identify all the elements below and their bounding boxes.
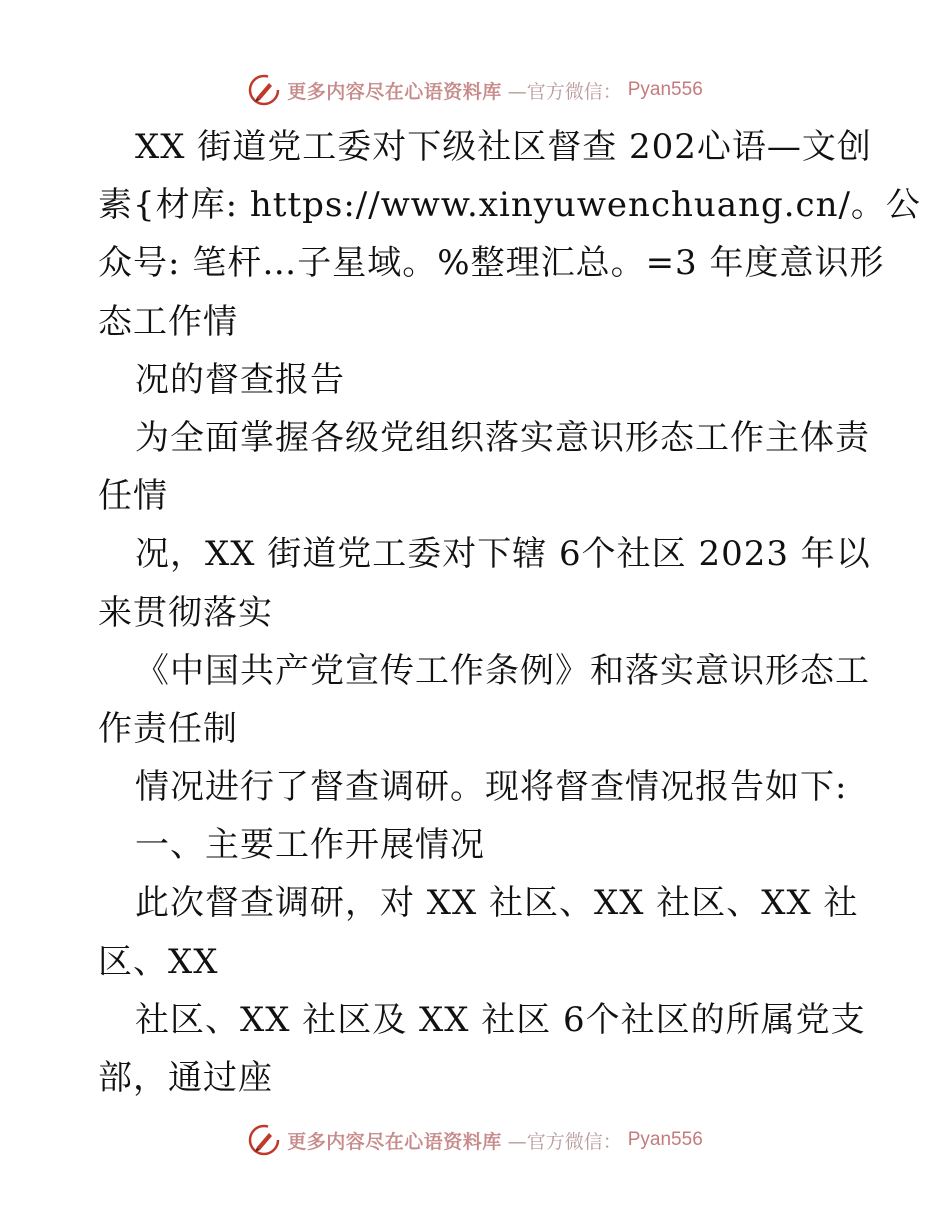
- document-line: 素{材库: https://www.xinyuwenchuang.cn/。公: [98, 185, 921, 226]
- document-line: 任情: [98, 476, 168, 517]
- document-line: 区、XX: [98, 941, 219, 982]
- document-line: 态工作情: [98, 301, 238, 342]
- watermark-main-text: 更多内容尽在心语资料库: [287, 1130, 502, 1153]
- document-line: XX 街道党工委对下级社区督查 202心语—文创: [135, 127, 872, 167]
- watermark-banner-bottom: [0, 1120, 950, 1160]
- pen-logo-icon: [247, 1123, 281, 1157]
- pen-logo-icon: [247, 73, 281, 107]
- watermark-wechat-id: Pyan556: [627, 79, 703, 100]
- watermark-separator-text: —官方微信：: [507, 1130, 622, 1153]
- document-line: 况，XX 街道党工委对下辖 6个社区 2023 年以: [135, 534, 871, 575]
- document-line: 社区、XX 社区及 XX 社区 6个社区的所属党支: [135, 999, 866, 1040]
- watermark-wechat-id: Pyan556: [627, 1129, 703, 1150]
- watermark-banner-top: [0, 70, 950, 110]
- document-line: 况的督查报告: [135, 359, 345, 400]
- document-line: 一、主要工作开展情况: [135, 825, 485, 866]
- document-line: 众号: 笔杆…子星域。%整理汇总。=3 年度意识形: [98, 243, 885, 284]
- watermark-separator-text: —官方微信：: [507, 80, 622, 103]
- document-line: 来贯彻落实: [98, 592, 273, 633]
- document-line: 部，通过座: [98, 1058, 273, 1098]
- document-line: 此次督查调研，对 XX 社区、XX 社区、XX 社: [135, 883, 859, 924]
- document-line: 《中国共产党宣传工作条例》和落实意识形态工: [135, 650, 870, 691]
- document-body: [98, 118, 921, 1107]
- watermark-main-text: 更多内容尽在心语资料库: [287, 80, 502, 103]
- document-line: 情况进行了督查调研。现将督查情况报告如下:: [135, 767, 848, 808]
- document-line: 作责任制: [98, 708, 238, 749]
- document-line: 为全面掌握各级党组织落实意识形态工作主体责: [135, 417, 870, 458]
